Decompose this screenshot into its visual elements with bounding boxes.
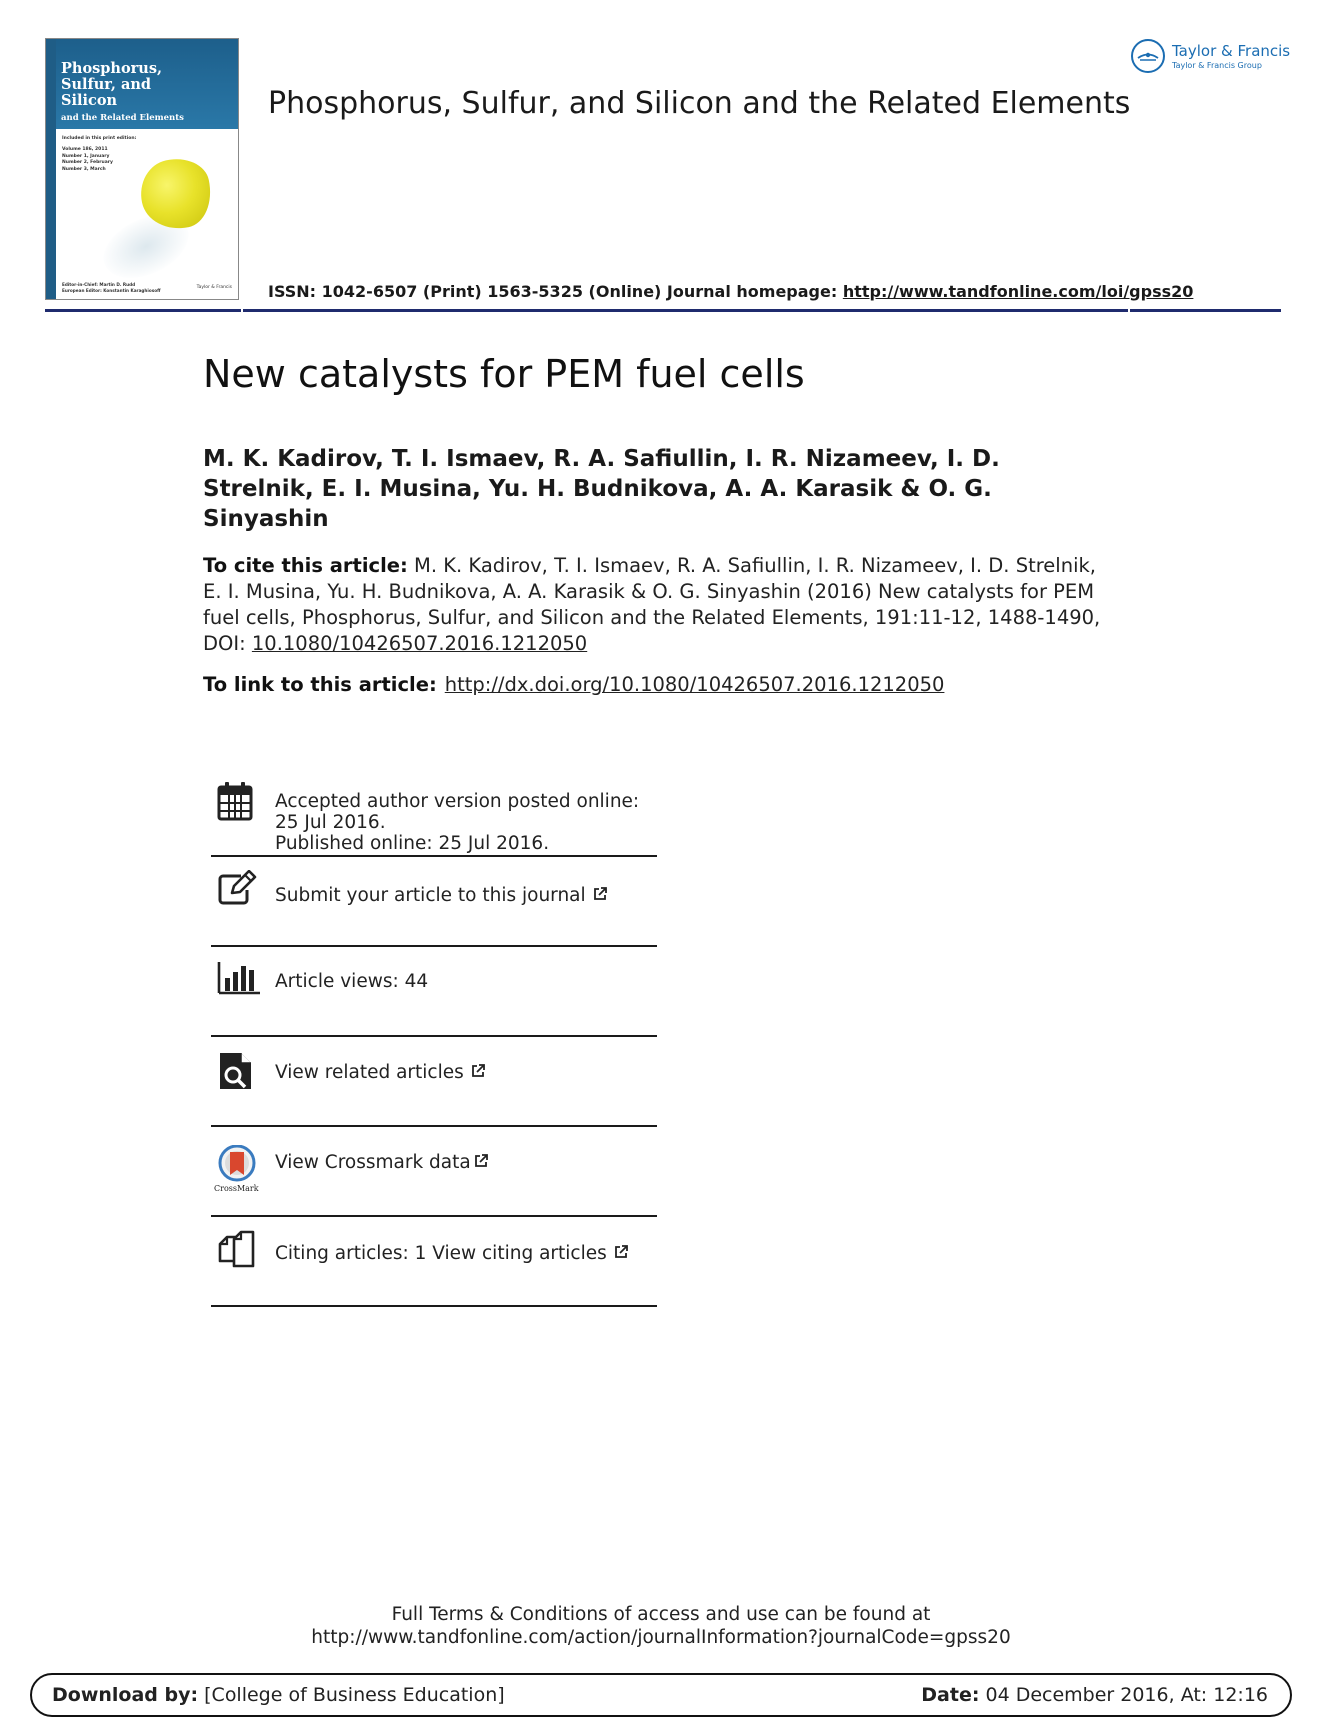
dates-text	[275, 791, 655, 854]
date-value: 04 December 2016, At: 12:16	[979, 1684, 1268, 1706]
document-search-icon	[217, 1051, 257, 1095]
header-divider	[45, 309, 1281, 312]
publisher-logo[interactable]	[1131, 39, 1291, 79]
header-divider-gap	[241, 308, 243, 313]
date-label: Date:	[921, 1684, 980, 1706]
publication-dates-item	[211, 780, 657, 857]
external-link-icon	[470, 1063, 486, 1079]
download-date	[921, 1684, 1268, 1706]
views-text: Article views: 44	[275, 971, 429, 992]
submit-label: Submit your article to this journal	[275, 885, 586, 906]
article-link-line	[203, 673, 944, 696]
terms-line: Full Terms & Conditions of access and use can be found at	[391, 1604, 931, 1625]
citation-doi-link[interactable]: 10.1080/10426507.2016.1212050	[251, 632, 588, 655]
copy-documents-icon	[217, 1230, 257, 1274]
citing-articles-item[interactable]	[211, 1217, 657, 1307]
publisher-name: Taylor & Francis	[1172, 42, 1291, 60]
journal-homepage-link[interactable]: http://www.tandfonline.com/loi/gpss20	[842, 282, 1194, 301]
crossmark-logo-text: CrossMark	[214, 1184, 259, 1193]
crossmark-icon	[214, 1145, 260, 1195]
submit-text	[275, 885, 608, 906]
cover-included-label: Included in this print edition:	[62, 136, 137, 141]
article-views-item	[211, 947, 657, 1037]
submit-article-item[interactable]	[211, 857, 657, 947]
download-value: [College of Business Education]	[198, 1684, 505, 1706]
cover-title: Phosphorus, Sulfur, and Silicon	[61, 60, 163, 109]
article-authors: M. K. Kadirov, T. I. Ismaev, R. A. Safiullin, I. R. Nizameev, I. D. Strelnik, E. I. Musina, Yu. H. Budnikova, A. A. Karasik & O. G. Sinyashin	[203, 446, 1000, 532]
issn-text: ISSN: 1042-6507 (Print) 1563-5325 (Online) Journal homepage:	[268, 282, 843, 301]
publisher-group: Taylor & Francis Group	[1172, 61, 1262, 70]
download-info-bar	[30, 1673, 1292, 1717]
article-link-label: To link to this article:	[203, 673, 437, 696]
crossmark-item[interactable]	[211, 1127, 657, 1217]
download-label: Download by:	[52, 1684, 199, 1706]
terms-notice	[0, 1603, 1322, 1649]
citation-block	[203, 553, 1103, 657]
journal-cover-image	[45, 38, 239, 300]
calendar-icon	[217, 781, 257, 825]
terms-url-link[interactable]: http://www.tandfonline.com/action/journalInformation?journalCode=gpss20	[311, 1627, 1011, 1648]
related-articles-item[interactable]	[211, 1037, 657, 1127]
header-divider-gap	[1128, 308, 1130, 313]
external-link-icon	[613, 1244, 629, 1260]
citation-label: To cite this article:	[203, 554, 408, 577]
external-link-icon	[592, 886, 608, 902]
cover-publisher-mark: Taylor & Francis	[196, 285, 232, 290]
journal-title: Phosphorus, Sulfur, and Silicon and the Related Elements	[268, 86, 1131, 121]
cover-subtitle: and the Related Elements	[61, 113, 184, 123]
citation-text: M. K. Kadirov, T. I. Ismaev, R. A. Safiullin, I. R. Nizameev, I. D. Strelnik, E. I. Musina, Yu. H. Budnikova, A. A. Karasik & O. G. Sinyashin (2016) New catalysts for PEM fuel cells, Phosphorus, Sulfur, and Silicon and the Related Elements, 191:11-12, 1488-1490, DOI:	[203, 554, 1101, 655]
download-by	[52, 1684, 505, 1706]
article-title: New catalysts for PEM fuel cells	[203, 352, 805, 396]
issn-line	[268, 282, 1193, 301]
citing-label: Citing articles: 1 View citing articles	[275, 1243, 607, 1264]
published-date: Published online: 25 Jul 2016.	[275, 833, 550, 854]
cover-volume-lines: Volume 186, 2011 Number 1, January Number 2, February Number 3, March	[62, 147, 113, 172]
cover-spine	[46, 39, 56, 299]
article-doi-link[interactable]: http://dx.doi.org/10.1080/10426507.2016.1212050	[444, 673, 945, 696]
accepted-date: Accepted author version posted online: 25 Jul 2016.	[275, 791, 640, 833]
related-text	[275, 1062, 486, 1083]
bar-chart-icon	[217, 960, 257, 1004]
crossmark-label: View Crossmark data	[275, 1152, 471, 1173]
cover-editors: Editor-in-Chief: Martin D. Rudd European Editor: Konstantin Karaghiosoff	[62, 282, 161, 293]
external-link-icon	[473, 1153, 489, 1169]
related-label: View related articles	[275, 1062, 464, 1083]
edit-icon	[217, 870, 257, 914]
citing-text	[275, 1243, 629, 1264]
crossmark-text	[275, 1152, 489, 1173]
publisher-logo-icon	[1131, 39, 1165, 73]
